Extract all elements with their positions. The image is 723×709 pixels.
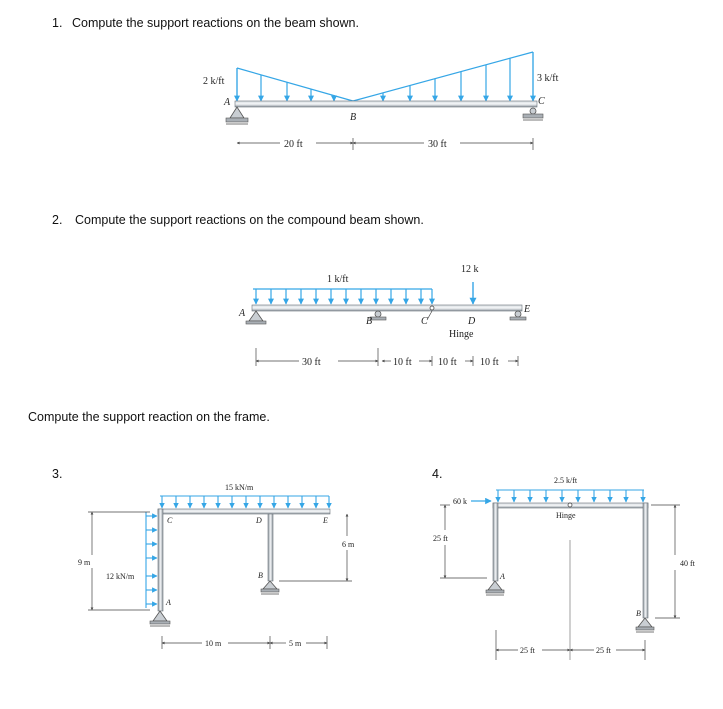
fig2-dim-bc: 10 ft xyxy=(393,357,412,368)
fig3-dim-height: 9 m xyxy=(78,558,91,567)
fig1-dimension-lines xyxy=(237,138,533,150)
fig3-udl-side-label: 12 kN/m xyxy=(106,572,135,581)
fig2-dim-de: 10 ft xyxy=(480,357,499,368)
fig3-support-a xyxy=(150,611,170,626)
fig2-dimension-lines xyxy=(256,348,518,366)
fig4-point-load-label: 60 k xyxy=(453,497,467,506)
fig2-dim-cd: 10 ft xyxy=(438,357,457,368)
fig3-support-b xyxy=(261,581,279,594)
fig2-udl xyxy=(253,289,432,304)
fig1-point-b: B xyxy=(350,112,357,123)
fig1-support-a xyxy=(226,107,248,124)
fig2-point-c: C xyxy=(421,316,428,327)
problem-3-number: 3. xyxy=(52,467,63,481)
fig4-point-b: B xyxy=(636,609,641,618)
fig4-hinge-label: Hinge xyxy=(556,511,576,520)
fig3-left-column xyxy=(158,509,163,611)
fig4-udl-top xyxy=(496,490,644,502)
fig4-dim-right: 40 ft xyxy=(680,559,695,568)
fig3-point-c: C xyxy=(167,516,173,525)
fig4-right-column xyxy=(643,503,648,618)
fig3-point-d: D xyxy=(256,516,262,525)
problem-2-number: 2. xyxy=(52,213,63,227)
fig1-load-right-label: 3 k/ft xyxy=(537,73,559,84)
fig3-udl-top-label: 15 kN/m xyxy=(225,483,254,492)
fig2-dim-ab: 30 ft xyxy=(302,357,321,368)
fig2-beam xyxy=(252,305,522,311)
problem-2-text: Compute the support reactions on the compound beam shown. xyxy=(75,213,424,227)
figure-3-frame xyxy=(78,483,355,649)
figure-4-frame xyxy=(433,476,696,660)
fig2-hinge-label: Hinge xyxy=(449,329,474,340)
fig4-dim-span-left: 25 ft xyxy=(520,646,535,655)
fig3-dim-left-span: 10 m xyxy=(205,639,222,648)
fig2-udl-label: 1 k/ft xyxy=(327,274,349,285)
fig2-point-a: A xyxy=(239,308,246,319)
fig1-point-a: A xyxy=(224,97,231,108)
fig4-dim-left: 25 ft xyxy=(433,534,448,543)
figure-2-compound-beam xyxy=(238,264,530,368)
fig4-udl-label: 2.5 k/ft xyxy=(554,476,578,485)
fig4-dim-span-right: 25 ft xyxy=(596,646,611,655)
fig1-dim-right: 30 ft xyxy=(428,139,447,150)
problem-3-header: Compute the support reaction on the frame. xyxy=(28,410,270,424)
fig2-point-e: E xyxy=(524,304,531,315)
fig3-point-e: E xyxy=(323,516,328,525)
fig3-point-b: B xyxy=(258,571,263,580)
fig3-top-beam xyxy=(158,509,330,514)
problem-1-number: 1. xyxy=(52,16,63,30)
fig2-point-load-label: 12 k xyxy=(461,264,479,275)
figure-1-beam-triangular-load xyxy=(203,52,559,150)
fig2-point-b: B xyxy=(366,316,373,327)
fig1-dim-left: 20 ft xyxy=(284,139,303,150)
fig4-left-column xyxy=(493,503,498,581)
fig3-dim-right-span: 5 m xyxy=(289,639,302,648)
fig2-support-a xyxy=(246,311,266,324)
fig2-support-b xyxy=(370,311,386,320)
fig2-hinge-c xyxy=(430,306,434,310)
fig3-udl-top xyxy=(160,496,329,508)
fig4-point-a: A xyxy=(500,572,505,581)
fig3-dim-right: 6 m xyxy=(342,540,355,549)
fig3-point-a: A xyxy=(166,598,171,607)
fig3-udl-side xyxy=(146,512,157,608)
fig1-load-diagram xyxy=(237,52,533,101)
problem-1-text: Compute the support reactions on the beam shown. xyxy=(72,16,359,30)
fig1-load-left-label: 2 k/ft xyxy=(203,76,225,87)
fig4-hinge xyxy=(568,503,572,507)
fig4-support-b xyxy=(636,618,654,632)
fig2-point-d: D xyxy=(468,316,476,327)
problem-4-number: 4. xyxy=(432,467,443,481)
fig1-point-c: C xyxy=(538,96,545,107)
fig1-support-c xyxy=(523,108,543,120)
fig4-support-a xyxy=(486,581,504,595)
fig3-mid-column xyxy=(268,514,273,581)
fig1-beam xyxy=(235,101,537,107)
